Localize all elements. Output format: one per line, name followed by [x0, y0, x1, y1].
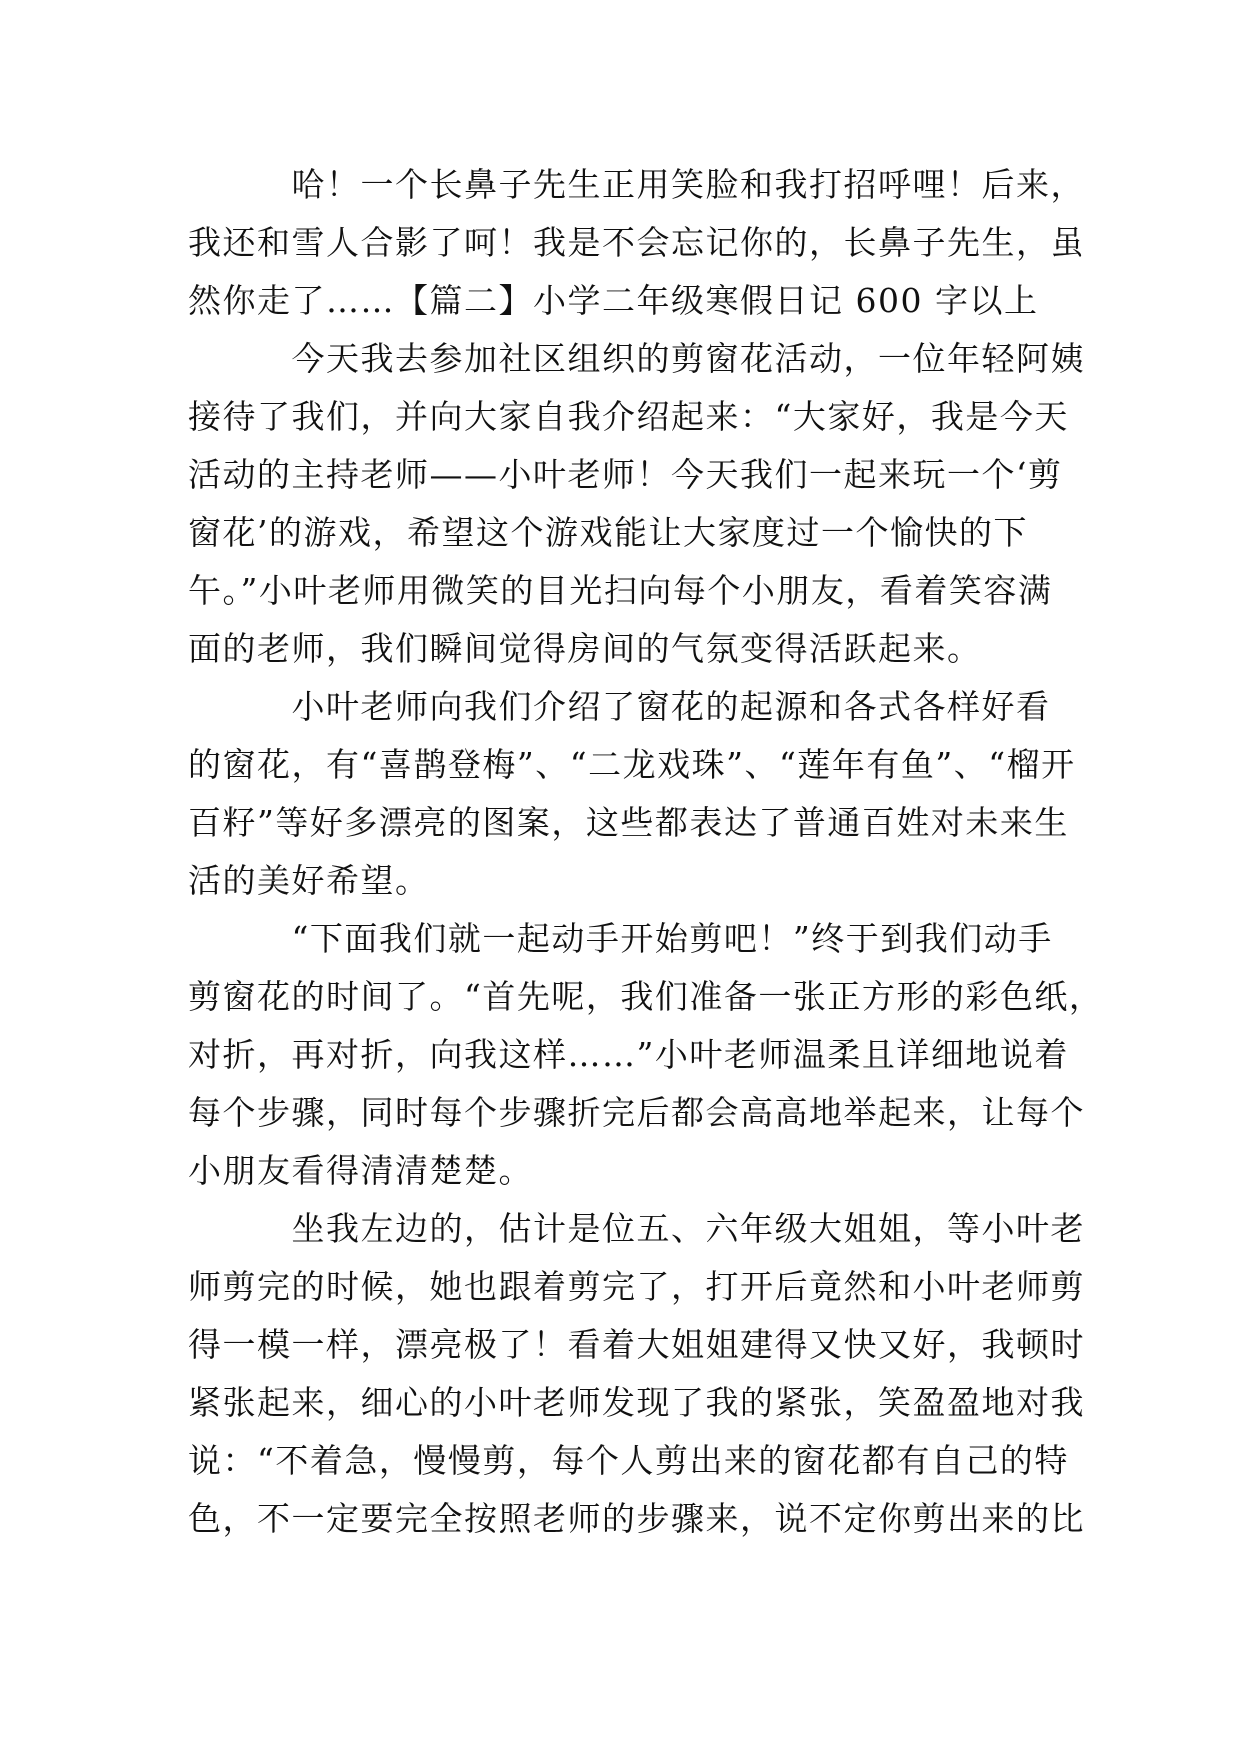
text-line: 然你走了……【篇二】小学二年级寒假日记 600 字以上 [188, 281, 1039, 320]
text-line: 剪窗花的时间了。“首先呢，我们准备一张正方形的彩色纸， [188, 977, 1104, 1016]
text-line: 今天我去参加社区组织的剪窗花活动，一位年轻阿姨 [188, 339, 1085, 378]
text-line: 紧张起来，细心的小叶老师发现了我的紧张，笑盈盈地对我 [188, 1383, 1085, 1422]
text-line: 我还和雪人合影了呵！我是不会忘记你的，长鼻子先生，虽 [188, 223, 1085, 262]
text-line: “下面我们就一起动手开始剪吧！”终于到我们动手 [188, 919, 1053, 958]
text-line: 面的老师，我们瞬间觉得房间的气氛变得活跃起来。 [188, 629, 982, 668]
text-line: 活动的主持老师——小叶老师！今天我们一起来玩一个‘剪 [188, 455, 1063, 494]
text-line: 坐我左边的，估计是位五、六年级大姐姐，等小叶老 [188, 1209, 1085, 1248]
body-text [188, 156, 1104, 1548]
text-line: 小朋友看得清清楚楚。 [188, 1151, 533, 1190]
text-line: 午。”小叶老师用微笑的目光扫向每个小朋友，看着笑容满 [188, 571, 1053, 610]
text-line: 对折，再对折，向我这样……”小叶老师温柔且详细地说着 [188, 1035, 1069, 1074]
text-line: 色，不一定要完全按照老师的步骤来，说不定你剪出来的比 [188, 1499, 1085, 1538]
text-line: 接待了我们，并向大家自我介绍起来：“大家好，我是今天 [188, 397, 1069, 436]
text-line: 每个步骤，同时每个步骤折完后都会高高地举起来，让每个 [188, 1093, 1085, 1132]
text-line: 说：“不着急，慢慢剪，每个人剪出来的窗花都有自己的特 [188, 1441, 1069, 1480]
text-line: 活的美好希望。 [188, 861, 430, 900]
text-line: 得一模一样，漂亮极了！看着大姐姐建得又快又好，我顿时 [188, 1325, 1085, 1364]
text-line: 师剪完的时候，她也跟着剪完了，打开后竟然和小叶老师剪 [188, 1267, 1085, 1306]
text-line: 的窗花，有“喜鹊登梅”、“二龙戏珠”、“莲年有鱼”、“榴开 [188, 745, 1076, 784]
text-line: 小叶老师向我们介绍了窗花的起源和各式各样好看 [188, 687, 1051, 726]
text-line: 窗花’的游戏，希望这个游戏能让大家度过一个愉快的下 [188, 513, 1028, 552]
text-line: 哈！一个长鼻子先生正用笑脸和我打招呼哩！后来， [188, 165, 1085, 204]
text-line: 百籽”等好多漂亮的图案，这些都表达了普通百姓对未来生 [188, 803, 1069, 842]
